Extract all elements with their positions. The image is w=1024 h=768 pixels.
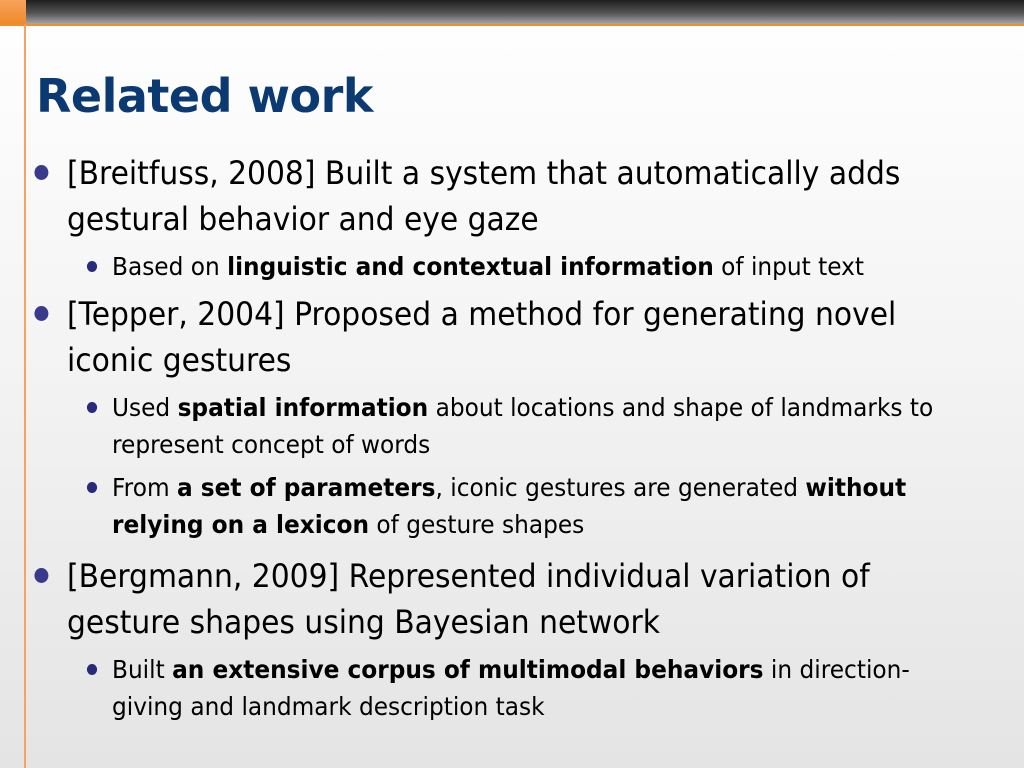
- sub-bullet-text-mid: , iconic gestures are generated: [435, 473, 806, 502]
- bullet-dot-icon: [34, 306, 48, 321]
- sub-bullet-text-pre: Used: [112, 393, 178, 422]
- sub-bullet-text-bold: an extensive corpus of multimodal behaviors: [172, 655, 764, 684]
- sub-bullet-item: [112, 651, 949, 725]
- bullet-dot-icon: [34, 165, 48, 180]
- sub-bullet-text-post: in direction-giving and landmark description task: [112, 655, 910, 721]
- slide-title: Related work: [36, 69, 373, 123]
- sub-bullet-dot-icon: [87, 261, 97, 272]
- bullet-item-tepper: [67, 291, 955, 383]
- sub-bullet-text-bold: linguistic and contextual information: [227, 252, 714, 281]
- sub-bullet-item: [112, 248, 949, 285]
- sub-bullet-text-pre: Built: [112, 655, 173, 684]
- bullet-text: [Breitfuss, 2008] Built a system that automatically adds gestural behavior and eye gaze: [67, 154, 901, 238]
- header-accent-block: [0, 0, 26, 24]
- bullet-text: [Tepper, 2004] Proposed a method for generating novel iconic gestures: [67, 295, 897, 379]
- sub-bullet-text-pre: Based on: [112, 252, 228, 281]
- sub-bullet-text-post: about locations and shape of landmarks to represent concept of words: [112, 393, 934, 459]
- sub-bullet-dot-icon: [87, 664, 97, 675]
- sub-bullet-text-pre: From: [112, 473, 177, 502]
- sub-bullet-text-post: of gesture shapes: [369, 510, 585, 539]
- sub-bullet-dot-icon: [87, 402, 97, 413]
- bullet-text: [Bergmann, 2009] Represented individual variation of gesture shapes using Bayesian network: [67, 557, 870, 641]
- bullet-item-breitfuss: [67, 150, 955, 242]
- bullet-dot-icon: [34, 568, 48, 583]
- sub-bullet-text-bold: spatial information: [177, 393, 429, 422]
- sub-bullet-item: [112, 389, 949, 463]
- slide-body: [0, 150, 1024, 725]
- sub-bullet-item: [112, 469, 949, 543]
- header-divider: [0, 24, 1024, 26]
- sub-bullet-dot-icon: [87, 482, 97, 493]
- sub-bullet-text-bold-2: without relying on a lexicon: [112, 473, 907, 539]
- sub-bullet-text-post: of input text: [713, 252, 865, 281]
- bullet-item-bergmann: [67, 553, 955, 645]
- sub-bullet-text-bold: a set of parameters: [176, 473, 436, 502]
- header-bar: [0, 0, 1024, 24]
